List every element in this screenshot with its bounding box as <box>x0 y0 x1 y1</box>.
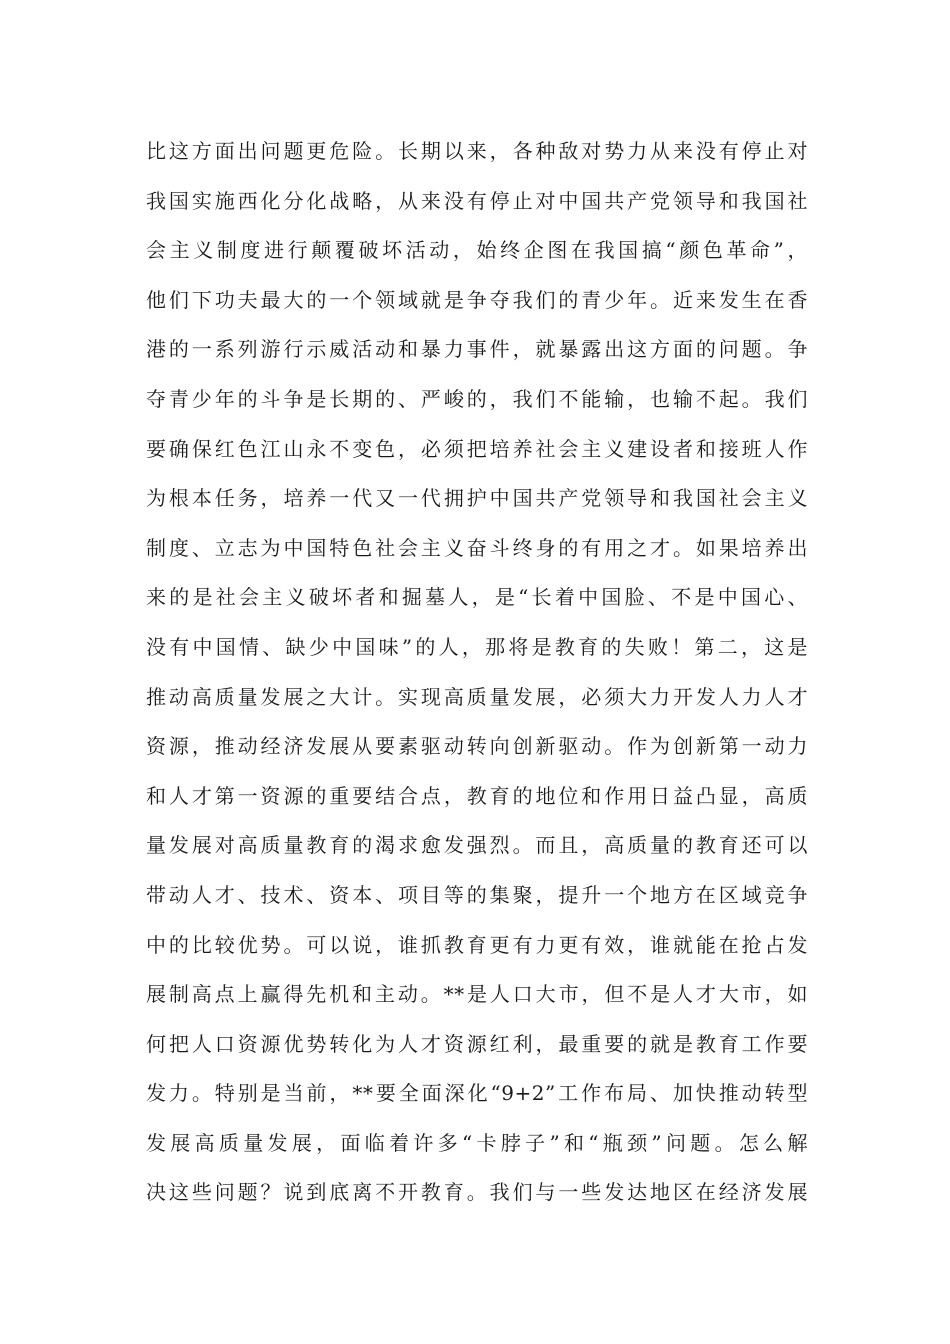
text-line: 比这方面出问题更危险。长期以来，各种敌对势力从来没有停止对 <box>146 139 808 163</box>
text-line: 推动高质量发展之大计。实现高质量发展，必须大力开发人力人才 <box>146 684 808 709</box>
text-line: 港的一系列游行示威活动和暴力事件，就暴露出这方面的问题。争 <box>146 337 808 362</box>
text-line: 会主义制度进行颠覆破坏活动，始终企图在我国搞“颜色革命”， <box>146 238 808 263</box>
text-line: 发展高质量发展，面临着许多“卡脖子”和“瓶颈”问题。怎么解 <box>146 1130 808 1155</box>
text-line: 来的是社会主义破坏者和掘墓人，是“长着中国脸、不是中国心、 <box>146 585 808 610</box>
text-line: 量发展对高质量教育的渴求愈发强烈。而且，高质量的教育还可以 <box>146 833 808 858</box>
text-line: 和人才第一资源的重要结合点，教育的地位和作用日益凸显，高质 <box>146 783 808 808</box>
text-line: 夺青少年的斗争是长期的、严峻的，我们不能输，也输不起。我们 <box>146 386 808 411</box>
body-paragraph <box>146 127 808 1218</box>
text-line: 决这些问题？说到底离不开教育。我们与一些发达地区在经济发展 <box>146 1180 808 1205</box>
text-line: 资源，推动经济发展从要素驱动转向创新驱动。作为创新第一动力 <box>146 734 808 759</box>
text-line: 没有中国情、缺少中国味”的人，那将是教育的失败！第二，这是 <box>146 634 808 659</box>
text-line: 他们下功夫最大的一个领域就是争夺我们的青少年。近来发生在香 <box>146 287 808 312</box>
text-line: 我国实施西化分化战略，从来没有停止对中国共产党领导和我国社 <box>146 188 808 213</box>
text-line: 带动人才、技术、资本、项目等的集聚，提升一个地方在区域竞争 <box>146 882 808 907</box>
text-line: 要确保红色江山永不变色，必须把培养社会主义建设者和接班人作 <box>146 436 808 461</box>
text-line: 制度、立志为中国特色社会主义奋斗终身的有用之才。如果培养出 <box>146 535 808 560</box>
text-line: 展制高点上赢得先机和主动。**是人口大市，但不是人才大市，如 <box>146 982 808 1007</box>
text-line: 为根本任务，培养一代又一代拥护中国共产党领导和我国社会主义 <box>146 486 808 511</box>
text-line: 中的比较优势。可以说，谁抓教育更有力更有效，谁就能在抢占发 <box>146 932 808 957</box>
text-line: 何把人口资源优势转化为人才资源红利，最重要的就是教育工作要 <box>146 1031 808 1056</box>
text-line: 发力。特别是当前，**要全面深化“9+2”工作布局、加快推动转型 <box>146 1081 808 1106</box>
